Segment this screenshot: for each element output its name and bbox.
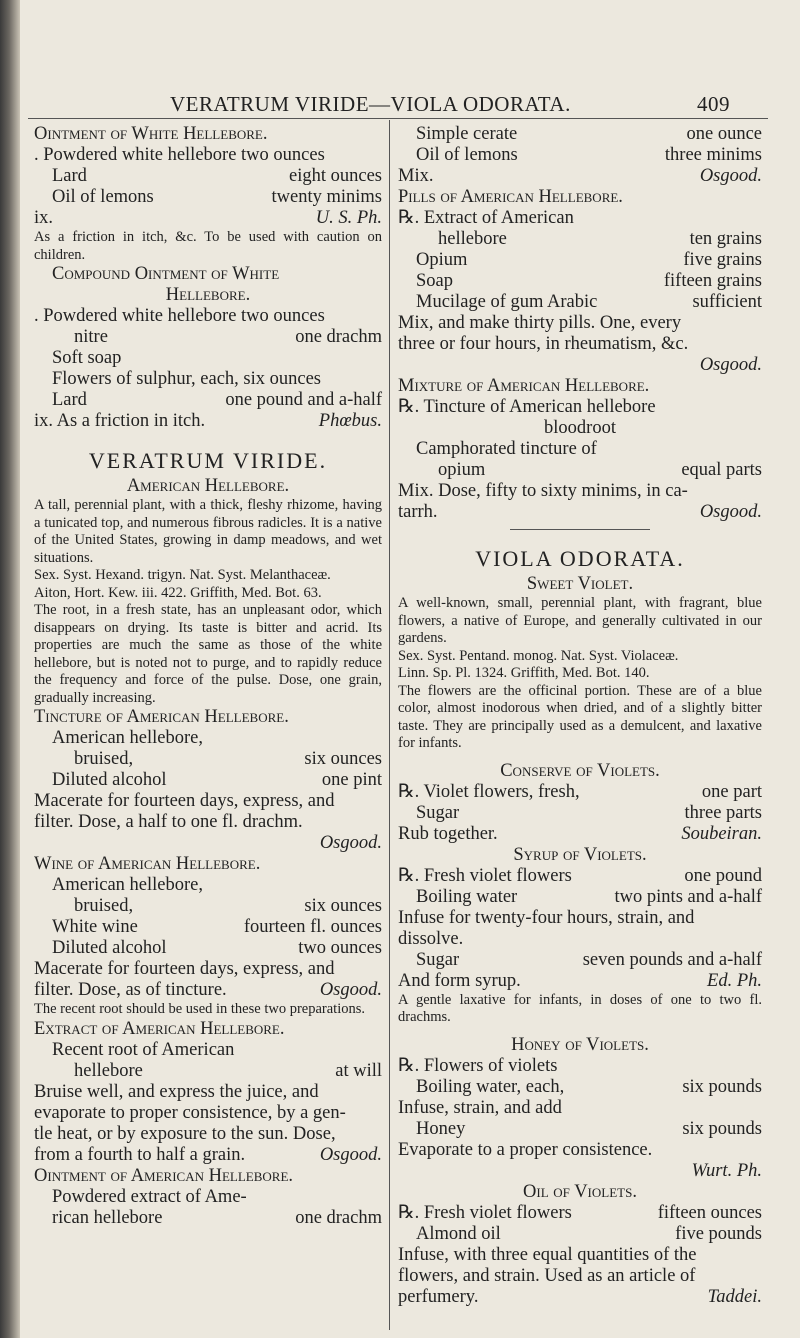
quantity: one drachm [295,1207,382,1228]
ingredient: Lard [52,166,87,186]
recipe-line: . Powdered white hellebore two ounces [34,306,325,326]
section-title: Honey of Violets. [511,1034,649,1055]
ingredient: Diluted alcohol [52,770,167,790]
recipe-line: Recent root of American [52,1039,235,1060]
ingredient: Soap [416,271,453,291]
quantity: fourteen fl. ounces [243,917,382,937]
quantity: five pounds [675,1223,762,1244]
ingredient: Honey [416,1118,466,1139]
quantity: two pints and a-half [614,886,762,907]
quantity: three minims [664,145,762,165]
ingredient: Oil of lemons [416,145,518,165]
recipe-line: ℞. Flowers of violets [398,1055,558,1076]
quantity: one ounce [686,124,762,144]
quantity: two ounces [298,938,382,958]
ingredient: Sugar [416,949,460,970]
instruction: And form syrup. [398,970,521,991]
plant-subtitle: Sweet Violet. [526,574,634,594]
quantity: six pounds [682,1076,762,1097]
ingredient: bruised, [74,896,134,916]
left-column [34,124,382,1229]
section-title: Tincture of American Hellebore. [34,707,289,727]
author-citation: Soubeiran. [681,823,762,844]
instruction: perfumery. [398,1286,479,1307]
ingredient: Opium [416,250,468,270]
author-citation: Osgood. [699,355,762,375]
section-title: Pills of American Hellebore. [398,187,623,207]
quantity: one drachm [295,327,382,347]
book-binding-edge [0,0,20,1338]
quantity: six ounces [304,749,382,769]
note-text: A gentle laxative for infants, in doses of one to two fl. drachms. [398,991,762,1025]
author-citation: Osgood. [699,502,762,522]
ingredient: bruised, [74,749,134,769]
recipe-line: three or four hours, in rheumatism, &c. [398,334,689,354]
instruction: from a fourth to half a grain. [34,1144,246,1165]
section-title: Oil of Violets. [523,1181,637,1202]
recipe-line: tle heat, or by exposure to the sun. Dose, [34,1123,336,1144]
ingredient: ℞. Fresh violet flowers [398,865,572,886]
quantity: equal parts [681,460,762,480]
recipe-line: Macerate for fourteen days, express, and [34,791,335,811]
classification-paragraph: Sex. Syst. Hexand. trigyn. Nat. Syst. Melanthaceæ. [34,567,331,583]
ingredient: ℞. Fresh violet flowers [398,1202,572,1223]
author-citation: Osgood. [319,980,382,1000]
instruction: ix. [34,208,54,228]
section-title: Mixture of American Hellebore. [398,376,650,396]
right-column [398,124,762,1308]
ingredient: ℞. Violet flowers, fresh, [398,781,580,802]
recipe-line: Mix. Dose, fifty to sixty minims, in ca- [398,481,688,501]
quantity: one pound [684,865,762,886]
quantity: one pint [321,770,382,790]
quantity: twenty minims [271,187,382,207]
properties-paragraph: The flowers are the officinal portion. These are of a blue color, almost inodorous when dried, and of a slightly bitter taste. They are principally used as a demulcent, and laxative for infants. [398,682,762,751]
description-paragraph: A tall, perennial plant, with a thick, fleshy rhizome, having a tunicated top, and numerous fibrous radicles. It is a native of the United States, growing in damp meadows, and wet situations. [34,497,382,566]
ingredient: rican hellebore [52,1207,163,1228]
ingredient: Simple cerate [416,124,518,144]
recipe-line: ℞. Extract of American [398,208,574,228]
recipe-line: Flowers of sulphur, each, six ounces [52,369,321,389]
recipe-line: Evaporate to a proper consistence. [398,1139,653,1160]
section-title: Extract of American Hellebore. [34,1018,285,1039]
ingredient: White wine [52,917,138,937]
author-citation: Ed. Ph. [707,970,762,991]
recipe-line: Soft soap [52,348,122,368]
note-text: As a friction in itch, &c. To be used with caution on children. [34,229,382,263]
instruction: filter. Dose, as of tincture. [34,980,227,1000]
instruction: tarrh. [398,502,438,522]
quantity: at will [335,1060,382,1081]
page-number: 409 [697,92,730,116]
author-citation: Phœbus. [318,411,382,431]
recipe-line: ℞. Tincture of American hellebore [398,397,656,417]
author-citation: Osgood. [319,833,382,853]
recipe-line: Infuse for twenty-four hours, strain, and [398,907,695,928]
recipe-line: flowers, and strain. Used as an article of [398,1265,696,1286]
header-rule [28,118,768,119]
recipe-line: Infuse, strain, and add [398,1097,562,1118]
ingredient: Almond oil [416,1223,501,1244]
recipe-line: filter. Dose, a half to one fl. drachm. [34,812,303,832]
author-citation: Osgood. [319,1144,382,1165]
recipe-line: American hellebore, [52,728,204,748]
quantity: six pounds [682,1118,762,1139]
ingredient: hellebore [74,1060,143,1081]
section-title: Wine of American Hellebore. [34,854,261,874]
instruction: Mix. [398,166,434,186]
quantity: ten grains [689,229,762,249]
ingredient: Mucilage of gum Arabic [416,292,598,312]
running-header [170,92,730,116]
section-title: Hellebore. [165,285,251,305]
recipe-line: Bruise well, and express the juice, and [34,1081,319,1102]
plant-subtitle: American Hellebore. [126,476,290,496]
section-divider [510,529,650,530]
recipe-line: bloodroot [544,418,616,438]
recipe-line: Infuse, with three equal quantities of the [398,1244,697,1265]
quantity: eight ounces [289,166,382,186]
ingredient: Diluted alcohol [52,938,167,958]
plant-title: VERATRUM VIRIDE. [88,448,328,473]
quantity: one part [701,781,762,802]
quantity: fifteen ounces [657,1202,762,1223]
section-title: Compound Ointment of White [52,264,280,284]
quantity: three parts [684,802,762,823]
quantity: six ounces [304,896,382,916]
classification-paragraph: Sex. Syst. Pentand. monog. Nat. Syst. Violaceæ. [398,647,679,664]
plant-title: VIOLA ODORATA. [475,546,685,571]
note-text: The recent root should be used in these two preparations. [34,1001,365,1017]
quantity: fifteen grains [663,271,762,291]
recipe-line: Mix, and make thirty pills. One, every [398,313,682,333]
ingredient: Sugar [416,802,460,823]
recipe-line: evaporate to proper consistence, by a gen- [34,1102,346,1123]
instruction: ix. As a friction in itch. [34,411,206,431]
section-title: Conserve of Violets. [500,760,660,781]
quantity: five grains [683,250,762,270]
recipe-line: Camphorated tincture of [416,439,597,459]
author-citation: Osgood. [699,166,762,186]
reference-paragraph: Linn. Sp. Pl. 1324. Griffith, Med. Bot. 140. [398,665,650,681]
section-title: Syrup of Violets. [513,844,647,865]
author-citation: U. S. Ph. [315,208,382,228]
recipe-line: Powdered extract of Ame- [52,1186,247,1207]
ingredient: nitre [74,327,108,347]
author-citation: Wurt. Ph. [691,1160,762,1181]
recipe-line: American hellebore, [52,875,204,895]
recipe-line: dissolve. [398,928,464,949]
ingredient: opium [438,460,486,480]
quantity: seven pounds and a-half [582,949,762,970]
ingredient: Boiling water, each, [416,1076,565,1097]
section-title: Ointment of White Hellebore. [34,124,268,144]
author-citation: Taddei. [707,1286,762,1307]
recipe-line: Macerate for fourteen days, express, and [34,959,335,979]
ingredient: Lard [52,390,87,410]
quantity: sufficient [692,292,762,312]
ingredient: Boiling water [416,886,518,907]
recipe-line: . Powdered white hellebore two ounces [34,145,325,165]
properties-paragraph: The root, in a fresh state, has an unpleasant odor, which disappears on drying. Its taste is bitter and acrid. Its properties are much the same as those of the white hellebore, but is noted not to purge, and to rapidly reduce the frequency and force of the pulse. Dose, one grain, gradually increasing. [34,602,382,706]
section-title: Ointment of American Hellebore. [34,1165,294,1186]
column-divider [389,120,390,1330]
ingredient: Oil of lemons [52,187,154,207]
description-paragraph: A well-known, small, perennial plant, with fragrant, blue flowers, a native of Europe, and generally cultivated in our gardens. [398,595,762,646]
quantity: one pound and a-half [225,390,382,410]
ingredient: hellebore [438,229,507,249]
reference-paragraph: Aiton, Hort. Kew. iii. 422. Griffith, Med. Bot. 63. [34,584,322,601]
instruction: Rub together. [398,823,498,844]
header-title: VERATRUM VIRIDE—VIOLA ODORATA. [170,92,571,116]
